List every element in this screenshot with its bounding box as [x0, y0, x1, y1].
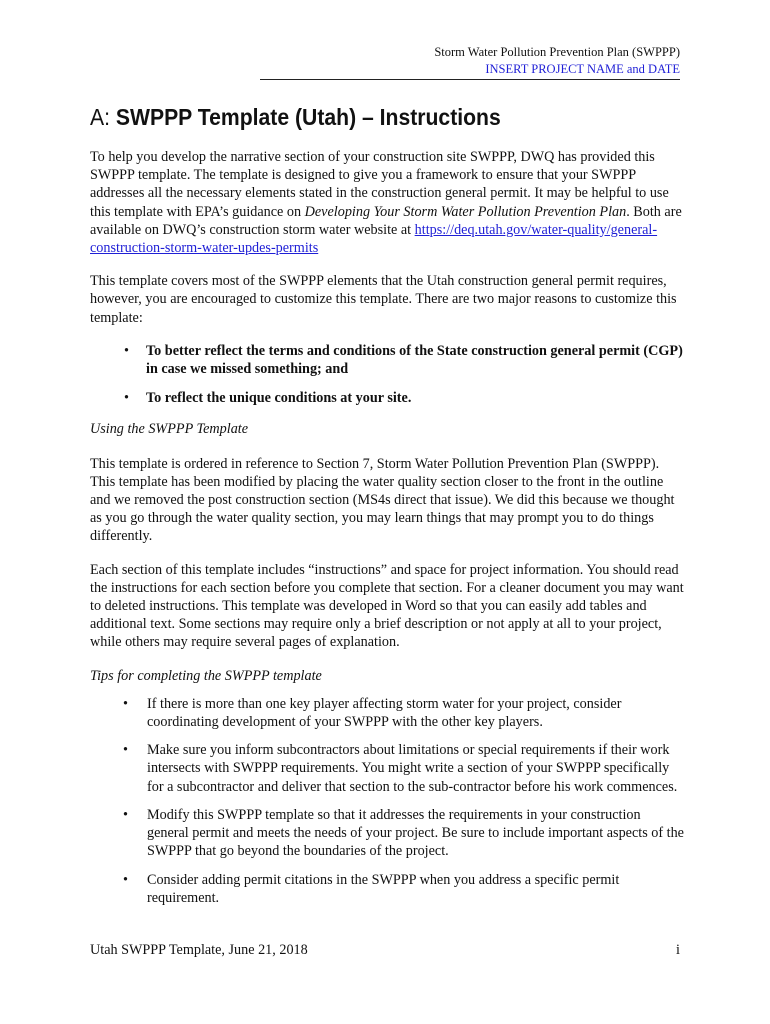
tips-heading: Tips for completing the SWPPP template [90, 667, 322, 684]
bullet-icon: • [123, 806, 128, 823]
reason-text: To reflect the unique conditions at your site. [146, 390, 412, 407]
bullet-icon: • [124, 390, 129, 407]
coverage-paragraph: This template covers most of the SWPPP elements that the Utah construction general permit requires, however, you are encouraged to customize this template. There are two major reasons to customize this template: [90, 273, 677, 326]
page-number: i [676, 942, 680, 958]
list-item [90, 806, 685, 861]
running-header [260, 44, 680, 80]
bullet-icon: • [123, 695, 128, 712]
list-item [90, 695, 685, 731]
list-item [90, 342, 685, 378]
tips-list [90, 695, 685, 907]
page-title [90, 104, 501, 131]
guidance-title: Developing Your Storm Water Pollution Prevention Plan [304, 203, 627, 220]
using-paragraph-2: Each section of this template includes “instructions” and space for project information. You should read the instructions for each section before you complete that section. For a cleaner document you may want to deleted instructions. This template was developed in Word so that you can easily add tables and additional text. Some sections may require only a brief description or not apply at all to your project, while others may require several pages of explanation. [90, 561, 684, 651]
bullet-icon: • [123, 871, 128, 888]
tip-text: Make sure you inform subcontractors about limitations or special requirements if their work intersects with SWPPP requirements. You might write a section of your SWPPP specifically for a subcontractor and deliver that section to the sub-contractor before his work commences. [147, 742, 678, 795]
list-item [90, 389, 685, 407]
list-item [90, 871, 685, 907]
title-text: SWPPP Template (Utah) – Instructions [115, 104, 501, 130]
intro-text-2: . Both are available on DWQ’s construction storm water website at [90, 203, 682, 238]
tip-text: Consider adding permit citations in the SWPPP when you address a specific permit requirement. [147, 871, 620, 906]
intro-text-1: To help you develop the narrative section of your construction site SWPPP, DWQ has provided this SWPPP template. The template is designed to give you a framework to ensure that your SWPPP addresses all the necessary elements stated in the construction general permit. It may be helpful to use this template with EPA’s guidance on [90, 149, 669, 220]
using-template-heading: Using the SWPPP Template [90, 421, 249, 438]
reason-text: To better reflect the terms and conditions of the State construction general permit (CGP) in case we missed something; and [146, 342, 683, 378]
using-paragraph-1: This template is ordered in reference to Section 7, Storm Water Pollution Prevention Plan (SWPPP). This template has been modified by placing the water quality section closer to the front in the outline and we removed the post construction section (MS4s direct that issue). We did this because we thought as you go through the water quality section, you may learn things that may prompt you to do things differently. [90, 455, 675, 545]
header-doc-title: Storm Water Pollution Prevention Plan (SWPPP) [434, 45, 680, 59]
bullet-icon: • [124, 342, 129, 359]
header-project-placeholder: INSERT PROJECT NAME and DATE [485, 62, 680, 76]
customize-reasons-list [90, 342, 685, 408]
tip-text: If there is more than one key player affecting storm water for your project, consider coordinating development of your SWPPP with the other key players. [147, 695, 622, 731]
bullet-icon: • [123, 742, 128, 759]
intro-paragraph [90, 148, 685, 257]
list-item [90, 741, 685, 796]
dwq-website-link[interactable]: https://deq.utah.gov/water-quality/general-construction-storm-water-updes-permits [90, 221, 658, 257]
tip-text: Modify this SWPPP template so that it addresses the requirements in your construction general permit and meets the needs of your project. Be sure to include important aspects of the SWPPP that go beyond the boundaries of the project. [147, 806, 684, 860]
footer-label: Utah SWPPP Template, June 21, 2018 [90, 942, 308, 958]
page-footer [90, 941, 680, 959]
document-body [90, 148, 685, 917]
title-prefix: A: [90, 104, 110, 130]
